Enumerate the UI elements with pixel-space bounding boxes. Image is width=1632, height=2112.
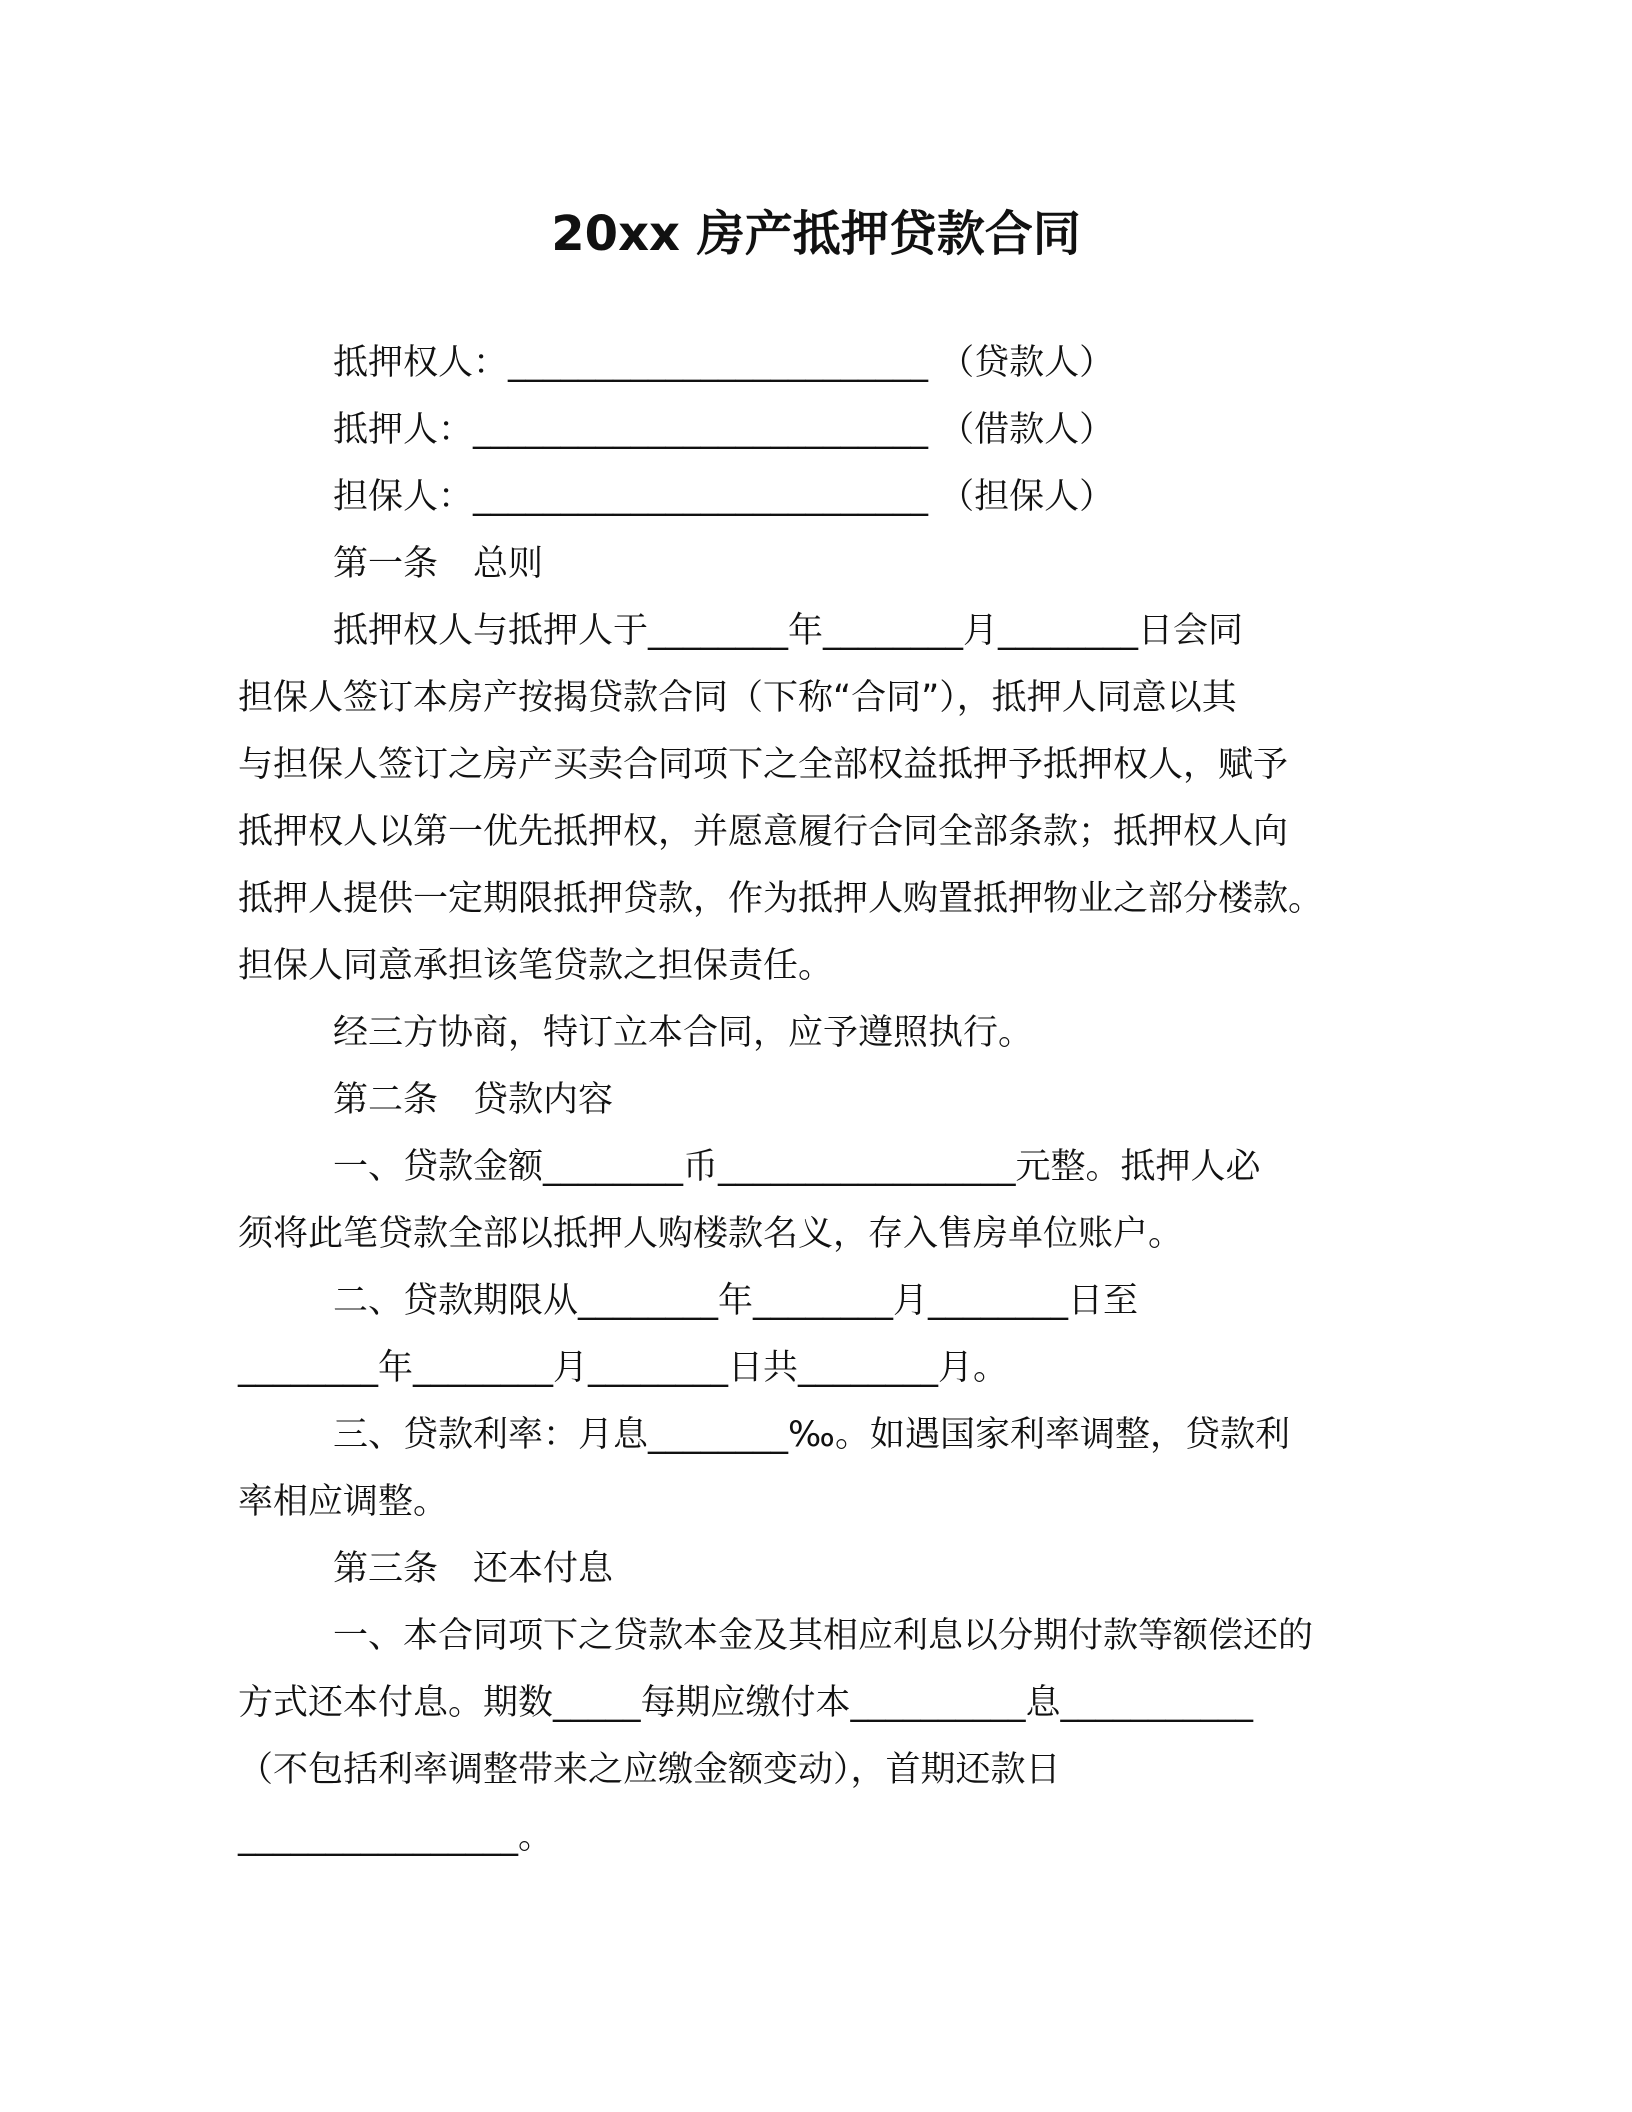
article-3-heading: 第三条 还本付息 bbox=[333, 1549, 614, 1589]
mortgagee-line: 抵押权人：________________________ （贷款人） bbox=[333, 343, 1115, 383]
paragraph-line: 三、贷款利率：月息________‰。如遇国家利率调整，贷款利 bbox=[333, 1415, 1290, 1455]
article-1-heading: 第一条 总则 bbox=[333, 544, 544, 584]
paragraph-line: （不包括利率调整带来之应缴金额变动），首期还款日 bbox=[238, 1750, 1061, 1790]
article-2-heading: 第二条 贷款内容 bbox=[333, 1080, 614, 1120]
document-title: 20xx 房产抵押贷款合同 bbox=[551, 206, 1081, 262]
paragraph-line: 担保人签订本房产按揭贷款合同（下称“合同”），抵押人同意以其 bbox=[238, 678, 1237, 718]
paragraph-line: 一、贷款金额________币_________________元整。抵押人必 bbox=[333, 1147, 1261, 1187]
paragraph-line: 一、本合同项下之贷款本金及其相应利息以分期付款等额偿还的 bbox=[333, 1616, 1314, 1656]
paragraph-line: 二、贷款期限从________年________月________日至 bbox=[333, 1281, 1139, 1321]
paragraph-line: 抵押权人与抵押人于________年________月________日会同 bbox=[333, 611, 1244, 651]
guarantor-line: 担保人：__________________________ （担保人） bbox=[333, 477, 1115, 517]
paragraph-line: ________年________月________日共________月。 bbox=[238, 1348, 1009, 1388]
paragraph-line: 与担保人签订之房产买卖合同项下之全部权益抵押予抵押权人，赋予 bbox=[238, 745, 1289, 785]
paragraph-line: 须将此笔贷款全部以抵押人购楼款名义，存入售房单位账户。 bbox=[238, 1214, 1184, 1254]
paragraph-line: 经三方协商，特订立本合同，应予遵照执行。 bbox=[333, 1013, 1034, 1053]
paragraph-line: 方式还本付息。期数_____每期应缴付本__________息___________ bbox=[238, 1683, 1254, 1723]
paragraph-line: ________________。 bbox=[238, 1817, 554, 1857]
paragraph-line: 率相应调整。 bbox=[238, 1482, 449, 1522]
mortgagor-line: 抵押人：__________________________ （借款人） bbox=[333, 410, 1115, 450]
paragraph-line: 抵押人提供一定期限抵押贷款，作为抵押人购置抵押物业之部分楼款。 bbox=[238, 879, 1324, 919]
paragraph-line: 担保人同意承担该笔贷款之担保责任。 bbox=[238, 946, 834, 986]
paragraph-line: 抵押权人以第一优先抵押权，并愿意履行合同全部条款；抵押权人向 bbox=[238, 812, 1289, 852]
